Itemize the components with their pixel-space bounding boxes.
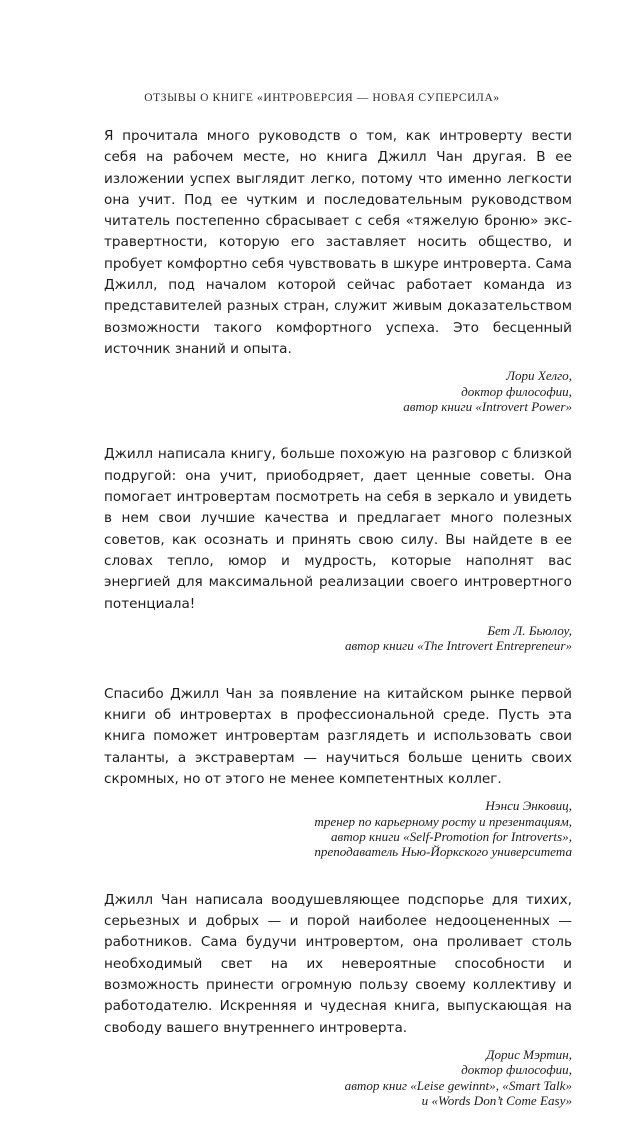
reviewer-credential: преподаватель Нью-Йоркского университета	[314, 844, 572, 860]
review-attribution	[104, 368, 572, 414]
review-text: Я прочитала много руководств о том, как интроверту вести себя на рабочем месте, но книга Джилл Чан другая. В ее изложении успех выглядит легко, потому что именно легкости она учит. Под ее чутким и последовательным руководством читатель постепенно сбрасывает с себя «тяжелую броню» экстравертности, которую его заставляет носить общество, и пробует комфортно себя чувствовать в шкуре интроверта. Сама Джилл, под началом которой сейчас работает команда из представителей разных стран, служит живым доказательством возможности такого комфортного успеха. Это бесценный источник знаний и опыта.	[104, 128, 573, 357]
reviewer-credential: автор книг «Leise gewinnt», «Smart Talk»	[344, 1077, 572, 1093]
review-attribution	[104, 798, 572, 860]
reviewer-name: Дорис Мэртин,	[486, 1046, 572, 1062]
reviewer-name: Лори Хелго,	[506, 368, 572, 384]
review-2	[104, 444, 572, 653]
reviewer-credential: тренер по карьерному росту и презентациям,	[314, 813, 572, 829]
review-attribution	[104, 1047, 572, 1109]
review-text: Спасибо Джилл Чан за появление на китайском рынке первой книги об интровертах в профессиональной среде. Пусть эта книга поможет интровертам разглядеть и использовать свои таланты, а экстравертам — научиться больше ценить своих скромных, но от этого не менее компетентных коллег.	[104, 685, 572, 787]
reviewer-credential: доктор философии,	[461, 383, 572, 399]
review-text: Джилл написала книгу, больше похожую на разговор с близкой подругой: она учит, приободряет, дает ценные советы. Она помогает интровертам посмотреть на себя в зеркало и увидеть в нем свои лучшие качества и предлагает много полезных советов, как осознать и принять свою силу. Вы найдете в ее словах тепло, юмор и мудрость, которые наполнят вас энергией для максимальной реализации своего интровертного потенциала!	[104, 446, 572, 612]
reviewer-credential: доктор философии,	[461, 1062, 572, 1078]
review-4	[104, 890, 572, 1109]
reviewer-credential: автор книги «Self-Promotion for Introverts»,	[330, 828, 572, 844]
review-text: Джилл Чан написала воодушевляющее подспорье для тихих, серьезных и добрых — и порой наиболее недооцененных — работников. Сама будучи интровертом, она проливает столь необходимый свет на их невероятные способности и возможность принести огромную пользу своему коллективу и работодателю. Искренняя и чудесная книга, выпускающая на свободу вашего внутреннего интроверта.	[104, 891, 572, 1036]
reviewer-credential: автор книги «Introvert Power»	[403, 399, 572, 415]
reviewer-credential: и «Words Don’t Come Easy»	[421, 1093, 572, 1109]
review-3	[104, 684, 572, 860]
running-head: ОТЗЫВЫ О КНИГЕ «ИНТРОВЕРСИЯ — НОВАЯ СУПЕРСИЛА»	[144, 92, 500, 104]
review-1	[104, 126, 572, 414]
reviewer-name: Нэнси Энковиц,	[485, 798, 572, 814]
review-attribution	[104, 623, 572, 654]
reviewer-credential: автор книги «The Introvert Entrepreneur»	[344, 638, 572, 654]
reviews-section	[104, 126, 572, 1138]
reviewer-name: Бет Л. Бьюлоу,	[487, 622, 572, 638]
